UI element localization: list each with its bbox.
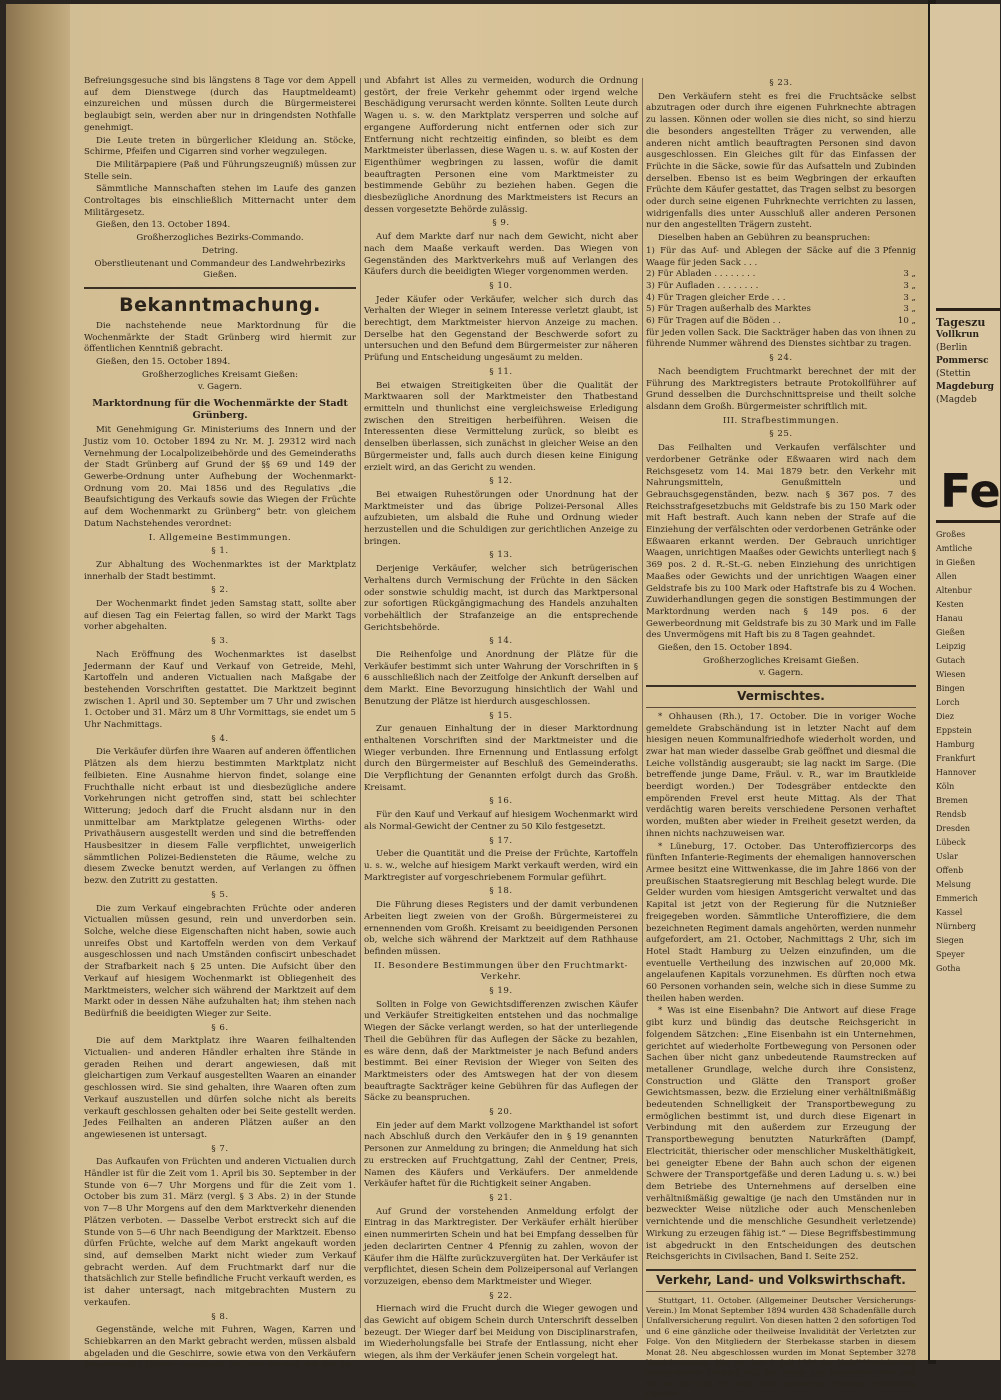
strip-list-item: Diez — [936, 712, 954, 721]
column-2 — [364, 76, 638, 1362]
paragraph-number: § 6. — [211, 1022, 229, 1033]
strip-list-item: Allen — [936, 572, 957, 581]
fee-label: 2) Für Abladen . . . . . . . . — [646, 269, 756, 280]
strip-list-item: Hamburg — [936, 740, 975, 749]
strip-list-item: Rendsb — [936, 810, 967, 819]
fee-row — [646, 281, 916, 293]
paragraph-number: § 24. — [769, 353, 793, 364]
strip-rule — [936, 308, 1000, 311]
section-title: I. Allgemeine Bestimmungen. — [148, 532, 292, 543]
paragraph-number: § 10. — [489, 280, 513, 291]
ordinance-title: Marktordnung für die Wochenmärkte der Stadt Grünberg. — [92, 398, 348, 422]
paragraph-text: Das Feilhalten und Verkaufen verfälschter und verdorbener Getränke oder Eßwaaren wird nach dem Reichsgesetz vom 14. Mai 1879 betr. den Verkehr mit Nahrungsmitteln, Genußmitteln und Gebrauchsgegenständen, bezw. nach § 367 pos. 7 des Reichsstrafgesetzbuchs mit Geldstrafe bis zu 150 Mark oder mit Haft bestraft. Auch kann neben der Strafe auf die Einziehung der verfälschten oder verdorbenen Getränke oder Eßwaaren erkannt werden. Der Gebrauch unrichtiger Waagen, unrichtigen Maaßes oder Gewichts unterliegt nach § 369 pos. 2 d. R.-St.-G. neben Einziehung des unrichtigen Maaßes oder Gewichts und der unrichtigen Waagen einer Geldstrafe bis zu 100 Mark oder Haftstrafe bis zu 4 Wochen. Zuwiderhandlungen gegen die sonstigen Bestimmungen der Marktordnung werden nach § 149 pos. 6 der Gewerbeordnung mit Geldstrafe bis zu 30 Mark und im Falle des Unvermögens mit Haft bis zu 8 Tagen geahndet. — [646, 443, 916, 641]
strip-rule — [936, 520, 1000, 523]
notice-text: Die nachstehende neue Marktordnung für die Wochenmärkte der Stadt Grünberg wird hiermit zur öffentlichen Kenntniß gebracht. — [84, 320, 356, 355]
notice-dateline: Gießen, den 15. October 1894. — [96, 357, 231, 368]
paragraph-number: § 9. — [492, 218, 510, 229]
strip-list-item: Frankfurt — [936, 754, 976, 763]
intro-signer: Detring. — [201, 245, 239, 256]
strip-list-item: Hanau — [936, 614, 963, 623]
fee-label: 1) Für das Auf- und Ablegen der Säcke auf die Waage für jeden Sack . . . — [646, 245, 871, 268]
strip-list-item: Gutach — [936, 656, 966, 665]
fees-intro: Dieselben haben an Gebühren zu beanspruchen: — [658, 233, 871, 244]
paragraph-number: § 16. — [489, 796, 513, 807]
strip-line: Magdeburg — [936, 382, 994, 392]
paragraph-number: § 8. — [211, 1311, 229, 1322]
paragraph-number: § 11. — [489, 366, 513, 377]
paragraph-text: Hiernach wird die Frucht durch die Wieger gewogen und das Gewicht auf obigem Schein durch Unterschrift desselben bezeugt. Der Wieger darf bei Meidung von Disciplinarstrafen, im Wiederholungsfalle bei Strafe der Entlassung, nicht eher wiegen, als ihm der Verkäufer jenen Schein vorgelegt hat. — [364, 1304, 638, 1362]
column-divider — [360, 78, 361, 1328]
paragraph-number: § 4. — [211, 733, 229, 744]
strip-list-item: Speyer — [936, 950, 965, 959]
paragraph-number: § 18. — [489, 886, 513, 897]
intro-dateline: Gießen, den 13. October 1894. — [96, 220, 231, 231]
fee-amount: 3 „ — [903, 304, 916, 315]
fee-label: 3) Für Aufladen . . . . . . . . — [646, 280, 759, 291]
strip-list-item: Gotha — [936, 964, 961, 973]
strip-list-item: Offenb — [936, 866, 964, 875]
strip-list-item: Lübeck — [936, 838, 966, 847]
paragraph-text: Sollten in Folge von Gewichtsdifferenzen zwischen Käufer und Verkäufer Streitigkeiten entstehen und das nochmalige Wiegen der Säcke verlangt werden, so hat der unterliegende Theil die Gebühren für das Auflegen der Säcke zu bezahlen, es wäre denn, daß der Marktmeister je nach Befund anders bestimmt. Bei einer Revision der Wieger von Seiten des Marktmeisters oder des Amtswegen hat der von diesem beauftragte Sackträger keine Gebühren für das Auflegen der Säcke zu beanspruchen. — [364, 999, 638, 1104]
paragraph-number: § 7. — [211, 1143, 229, 1154]
section-rule — [646, 1291, 916, 1292]
misc-item: * Ohhausen (Rh.), 17. October. Die in voriger Woche gemeldete Grabschändung ist in letzter Nacht auf dem hiesigen neuen Kommunalfriedhofe wiederholt worden, und zwar hat man wieder dasselbe Grab geöffnet und diesmal die Leiche vollständig ausgeraubt; sie lag nackt im Sarge. (Die betreffende junge Dame, Fräul. v. R., war im Brautkleide beerdigt worden.) Der Todesgräber entdeckte den empörenden Frevel erst heute Mittag. Als der That verdächtig waren bereits verschiedene Personen verhaftet worden, mußten aber wieder in Freiheit gesetzt werden, da ihnen nichts nachzuweisen war. — [646, 711, 916, 839]
column-divider — [642, 78, 643, 1328]
strip-list-item: Wiesen — [936, 670, 966, 679]
strip-big-text: Fe — [940, 464, 1001, 518]
intro-paragraph: Befreiungsgesuche sind bis längstens 8 Tage vor dem Appell auf dem Dienstwege (durch das Hauptmeldeamt) einzureichen und müssen durch die Bürgermeisterei beglaubigt sein, werden aber nur in dringendsten Nothfalle genehmigt. — [84, 76, 356, 133]
paragraph-number: § 2. — [211, 585, 229, 596]
fees-note: für jeden vollen Sack. Die Sackträger haben das von ihnen zu führende Nummer während des Dienstes sichtbar zu tragen. — [646, 327, 916, 350]
strip-line: (Magdeb — [936, 395, 977, 405]
paragraph-text: Die Verkäufer dürfen ihre Waaren auf anderen öffentlichen Plätzen als dem hierzu bestimmten Marktplatz nicht feilbieten. Eine Ausnahme hiervon findet, solange eine Fruchthalle nicht erbaut ist und diesbezügliche andere Vorkehrungen nicht getroffen sind, statt bei schlechter Witterung; jedoch darf die Frucht alsdann nur in den unmittelbar am Marktplatze gelegenen Wirths- oder Privathäusern ausgestellt werden und sind die betreffenden Hausbesitzer in diesem Falle verpflichtet, unweigerlich sämmtlichen Polizei-Bediensteten die Räume, welche zu diesem Zwecke benutzt werden, auf Verlangen zu öffnen bezw. den Zutritt zu gestatten. — [84, 747, 356, 887]
fee-amount: 3 „ — [903, 280, 916, 291]
strip-list-item: in Gießen — [936, 558, 976, 567]
fees-table — [646, 246, 916, 328]
newspaper-page — [6, 4, 930, 1399]
misc-title: Vermischtes. — [737, 689, 825, 704]
intro-paragraph: Die Leute treten in bürgerlicher Kleidung an. Stöcke, Schirme, Pfeifen und Cigarren sind vorher wegzulegen. — [84, 135, 356, 158]
notice-title: Bekanntmachung. — [119, 293, 321, 316]
binding-gutter — [6, 4, 70, 1360]
paragraph-text: Nach beendigtem Fruchtmarkt berechnet der mit der Führung des Marktregisters betraute Protokollführer auf Grund desselben die Durchschnittspreise und theilt solche alsdann dem Großh. Bürgermeister schriftlich mit. — [646, 366, 916, 412]
strip-list-item: Gießen — [936, 628, 965, 637]
paragraph-number: § 25. — [769, 429, 793, 440]
strip-list-item: Melsung — [936, 880, 972, 889]
strip-list-item: Bingen — [936, 684, 965, 693]
fee-amount: 3 „ — [903, 292, 916, 303]
strip-list-item: Dresden — [936, 824, 971, 833]
paragraph-text: Die Führung dieses Registers und der damit verbundenen Arbeiten liegt zweien von der Großh. Bürgermeisterei zu ernennenden vom Großh. Kreisamt zu beeidigenden Personen ob, welche sich während der Marktzeit auf dem Rathhause befinden müssen. — [364, 900, 638, 957]
paragraph-text: Derjenige Verkäufer, welcher sich betrügerischen Verhaltens durch Vermischung der Früchte in den Säcken oder sonstwie schuldig macht, ist durch das Marktpersonal zur sofortigen Rückgängigmachung des Handels anzuhalten vorbehältlich der Strafanzeige an die entsprechende Gerichtsbehörde. — [364, 564, 638, 633]
strip-list-item: Amtliche — [936, 544, 973, 553]
section-rule — [646, 685, 916, 687]
strip-list-item: Leipzig — [936, 642, 966, 651]
paragraph-number: § 13. — [489, 550, 513, 561]
strip-list-item: Lorch — [936, 698, 960, 707]
strip-small-list — [930, 527, 1000, 975]
paragraph-text: Ein jeder auf dem Markt vollzogene Markthandel ist sofort nach Abschluß durch den Verkäufer den in § 19 genannten Personen zur Anmeldung zu bringen; die Anmeldung hat sich zu erstrecken auf Fruchtgattung, Zahl der Centner, Preis, Namen des Käufers und Verkäufers. Der anmeldende Verkäufer haftet für die Richtigkeit seiner Angaben. — [364, 1120, 638, 1190]
paragraph-text: Auf dem Markte darf nur nach dem Gewicht, nicht aber nach dem Maaße verkauft werden. Das Wiegen von Gegenständen des Marktverkehrs muß auf Verlangen des Käufers durch die beeidigten Wieger vorgenommen werden. — [364, 232, 638, 278]
econ-text: Stuttgart, 11. October. (Allgemeiner Deutscher Versicherungs-Verein.) Im Monat September 1894 wurden 438 Schadenfälle durch Unfallversicherung regulirt. Von diesen hatten 2 den sofortigen Tod und 6 eine gänzliche oder theilweise Invalidität der Verletzten zur Folge. Von den Mitgliedern der Sterbekasse starben in diesem Monat 28. Neu abgeschlossen wurden im Monat September 3278 Versicherungen. Alle vor dem 1. Juli 1894 der Unfall-Versicherung angemeldeten Schäden incl. der Todes- und Invaliditäts-Fälle sind bis auf die von 89 noch nicht genesenen Personen vollständig regulirt. — [646, 1295, 916, 1399]
strip-list-item: Eppstein — [936, 726, 972, 735]
paragraph-number: § 1. — [211, 546, 229, 557]
notice-authority: Großherzogliches Kreisamt Gießen: — [141, 369, 299, 380]
econ-title: Verkehr, Land- und Volkswirthschaft. — [656, 1272, 906, 1287]
paragraph-number: § 17. — [489, 835, 513, 846]
misc-item: * Lüneburg, 17. October. Das Unteroffiziercorps des fünften Infanterie-Regiments der ehemaligen hannoverschen Armee besitzt eine Wittwenkasse, die im Jahre 1866 von der preußischen Staatsregierung mit Beschlag belegt wurde. Die Gelder wurden vom hiesigen Amtsgericht verwaltet und das Kapital ist jetzt von der Regierung für die Nutznießer freigegeben worden. Sämmtliche Unteroffiziere, die dem bezeichneten Regiment damals angehörten, werden nunmehr aufgefordert, am 21. October, Nachmittags 2 Uhr, sich im Hotel Stadt Hamburg zu Uelzen einzufinden, um die eventuelle Vertheilung des inzwischen auf 20,000 Mk. angelaufenen Kapitals vorzunehmen. Es dürften noch etwa 60 Personen vorhanden sein, welche sich in diese Summe zu theilen haben werden. — [646, 841, 916, 1004]
paragraph-text: Die Reihenfolge und Anordnung der Plätze für die Verkäufer bestimmt sich unter Wahrung der Vorschriften in § 6 ausschließlich nach der Zeitfolge der Ankunft derselben auf dem Markt. Eine Bevorzugung hinsichtlich der Wahl und Benutzung der Plätze ist hierdurch ausgeschlossen. — [364, 650, 638, 707]
strip-list-item: Köln — [936, 782, 955, 791]
paragraph-number: § 19. — [489, 986, 513, 997]
paragraph-number: § 23. — [769, 78, 793, 88]
strip-list-item: Kassel — [936, 908, 963, 917]
section-rule — [646, 1269, 916, 1271]
adjacent-page-strip — [930, 4, 1000, 1360]
dateline: Gießen, den 15. October 1894. — [658, 643, 793, 654]
authority: Großherzogliches Kreisamt Gießen. — [703, 655, 859, 666]
fee-label: 5) Für Tragen außerhalb des Marktes — [646, 304, 811, 315]
paragraph-text: Den Verkäufern steht es frei die Fruchtsäcke selbst abzutragen oder durch ihre eigenen Fuhrknechte abtragen zu lassen. Können oder wollen sie dies nicht, so sind hierzu die besonders angestellten Träger zu verwenden, alle anderen nicht amtlich beauftragten Personen sind davon ausgeschlossen. Ein Gleiches gilt für das Einfassen der Früchte in die Säcke, sowie für das Aufsatteln und Zubinden derselben. Ebenso ist es beim Wegbringen der erkauften Früchte dem Käufer gestattet, das Tragen selbst zu besorgen oder durch seine eigenen Fuhrknechte verrichten zu lassen, widrigenfalls dies unter Ausschluß aller anderen Personen nur den angestellten Trägern zusteht. — [646, 91, 916, 231]
paragraph-text: Das Aufkaufen von Früchten und anderen Victualien durch Händler ist für die Zeit vom 1. April bis 30. September in der Stunde von 6—7 Uhr Morgens und für die Zeit vom 1. October bis zum 31. März (vergl. § 3 Abs. 2) in der Stunde von 7—8 Uhr Morgens auf den dem Marktverkehr dienenden Plätzen verboten. — Dasselbe Verbot erstreckt sich auf die Stunde von 5—6 Uhr nach Beendigung der Marktzeit. Ebenso dürfen Früchte, welche auf dem Markt angekauft worden sind, auf demselben Markt nicht wieder zum Verkauf gebracht werden. Auf dem Fruchtmarkt darf nur die thatsächlich zur Stelle befindliche Frucht verkauft werden, es ist daher untersagt, nach mitgebrachten Mustern zu verkaufen. — [84, 1157, 356, 1308]
fee-label: 4) Für Tragen gleicher Erde . . . — [646, 292, 786, 303]
section-rule — [646, 707, 916, 708]
intro-signer-title: Oberstlieutenant und Commandeur des Landwehrbezirks Gießen. — [94, 258, 346, 281]
paragraph-text: Auf Grund der vorstehenden Anmeldung erfolgt der Eintrag in das Marktregister. Der Verkäufer erhält hierüber einen nummerirten Schein und hat bei Empfang desselben für jeden declarirten Centner 4 Pfennig zu zahlen, wovon der Käufer ihm die Hälfte zurückzuvergüten hat. Der Verkäufer ist verpflichtet, diesen Schein dem Polizeipersonal auf Verlangen vorzuzeigen, ebenso dem Marktmeister und Wieger. — [364, 1206, 638, 1287]
strip-list-item: Siegen — [936, 936, 964, 945]
paragraph-text: Jeder Käufer oder Verkäufer, welcher sich durch das Verhalten der Wieger in seinem Interesse verletzt glaubt, ist berechtigt, dem Marktmeister hiervon Anzeige zu machen. Derselbe hat den Gegenstand der Beschwerde sofort zu untersuchen und den Befund dem Bürgermeister zur näheren Prüfung und Entscheidung ungesäumt zu melden. — [364, 294, 638, 364]
strip-list-item: Kesten — [936, 600, 964, 609]
paragraph-text: Ueber die Quantität und die Preise der Früchte, Kartoffeln u. s. w., welche auf hiesigem Markt verkauft werden, wird ein Marktregister auf vorgeschriebenem Formular geführt. — [364, 849, 638, 883]
strip-list-item: Bremen — [936, 796, 968, 805]
paragraph-number: § 15. — [489, 710, 513, 721]
paragraph-text: Nach Eröffnung des Wochenmarktes ist daselbst Jedermann der Kauf und Verkauf von Getreide, Mehl, Kartoffeln und anderen Victualien nach Maßgabe der bestehenden Vorschriften gestattet. Die Marktzeit beginnt zwischen 1. April und 30. September um 7 Uhr und zwischen 1. October und 31. März um 8 Uhr Vormittags, sie endet um 5 Uhr Nachmittags. — [84, 649, 356, 731]
paragraph-number: § 3. — [211, 636, 229, 647]
paragraph-text: Zur Abhaltung des Wochenmarktes ist der Marktplatz innerhalb der Stadt bestimmt. — [84, 559, 356, 582]
paragraph-number: § 21. — [489, 1192, 513, 1203]
paragraph-text: Die zum Verkauf eingebrachten Früchte oder anderen Victualien müssen gesund, rein und unverdorben sein. Solche, welche diese Eigenschaften nicht haben, sowie auch unreifes Obst und Kartoffeln werden von dem Verkauf ausgeschlossen und nach Umständen confiscirt unbeschadet der Strafbarkeit nach § 25 unten. Die Aufsicht über den Verkauf auf hiesigem Wochenmarkt ist Obliegenheit des Marktmeisters, welcher sich während der Marktzeit auf dem Markt oder in dessen Nähe aufzuhalten hat; ihm stehen nach Bedürfniß die beeidigten Wieger zur Seite. — [84, 903, 356, 1019]
misc-item: * Was ist eine Eisenbahn? Die Antwort auf diese Frage gibt kurz und bündig das deutsche Reichsgericht in folgendem Sätzchen: „Eine Eisenbahn ist ein Unternehmen, gerichtet auf wiederholte Fortbewegung von Personen oder Sachen über nicht ganz unbedeutende Raumstrecken auf metallener Grundlage, welche durch ihre Consistenz, Construction und Glätte den Transport großer Gewichtsmassen, bezw. die Erzielung einer verhältnißmäßig bedeutenden Schnelligkeit der Transportbewegung zu ermöglichen bestimmt ist, und durch diese Eigenart in Verbindung mit den außerdem zur Erzeugung der Transportbewegung benutzten Naturkräften (Dampf, Electricität, thierischer oder menschlicher Muskelthätigkeit, bei geneigter Ebene der Bahn auch schon der eigenen Schwere der Transportgefäße und deren Ladung u. s. w.) bei dem Betriebe des Unternehmens auf derselben eine verhältnißmäßig gewaltige (je nach den Umständen nur in bezweckter Weise nützliche oder auch Menschenleben vernichtende und die menschliche Gesundheit verletzende) Wirkung zu erzeugen fähig ist.“ — Diese Begriffsbestimmung ist abgedruckt in den Entscheidungen des deutschen Reichsgerichts in Civilsachen, Band I. Seite 252. — [646, 1006, 916, 1263]
fee-row — [646, 269, 916, 281]
strip-list-item: Uslar — [936, 852, 958, 861]
column-1 — [84, 76, 356, 1371]
paragraph-text: Gegenstände, welche mit Fuhren, Wagen, Karren und Schiebkarren an den Markt gebracht werden, müssen alsbald abgeladen und die Geschirre, sowie etwa von den Verkäufern mitgebrachte Hunde ungesäumt entfernt werden. Bei der An- — [84, 1325, 356, 1371]
continued-text: und Abfahrt ist Alles zu vermeiden, wodurch die Ordnung gestört, der freie Verkehr gehemmt oder irgend welche Beschädigung verursacht werden könnte. Sollten Leute durch Wagen u. s. w. den Marktplatz versperren und solche auf ergangene Aufforderung nicht entfernen oder sich zur Entfernung nicht rechtzeitig einfinden, so bleibt es dem Marktmeister überlassen, diese Wagen u. s. w. auf Kosten der Eigenthümer wegbringen zu lassen, wofür die damit beauftragten Personen eine vom Marktmeister zu bestimmende Gebühr zu beziehen haben. Gegen die diesbezügliche Anordnung des Marktmeisters ist Recurs an dessen vorgesetzte Behörde zulässig. — [364, 76, 638, 215]
section-rule — [84, 287, 356, 289]
fee-label: 6) Für Tragen auf die Böden . . — [646, 316, 781, 327]
section-title: III. Strafbestimmungen. — [722, 415, 840, 426]
fee-amount: 3 Pfennig — [874, 245, 916, 256]
strip-line: Tageszu — [936, 316, 986, 329]
intro-paragraph: Sämmtliche Mannschaften stehen im Laufe des ganzen Controltages bis einschließlich Mitternacht unter dem Militärgesetz. — [84, 184, 356, 218]
fee-row — [646, 293, 916, 305]
strip-list-item: Emmerich — [936, 894, 978, 903]
strip-list-item: Nürnberg — [936, 922, 976, 931]
fee-row — [646, 316, 916, 328]
fee-amount: 3 „ — [903, 269, 916, 280]
strip-line: (Stettin — [936, 369, 971, 379]
section-title: II. Besondere Bestimmungen über den Fruchtmarkt-Verkehr. — [374, 960, 628, 983]
strip-list-item: Hannover — [936, 768, 976, 777]
intro-paragraph: Die Militärpapiere (Paß und Führungszeugniß) müssen zur Stelle sein. — [84, 159, 356, 182]
strip-list-item: Großes — [936, 530, 966, 539]
fee-row — [646, 246, 916, 269]
notice-signer: v. Gagern. — [197, 382, 243, 393]
paragraph-number: § 5. — [211, 889, 229, 900]
paragraph-text: Zur genauen Einhaltung der in dieser Marktordnung enthaltenen Vorschriften sind der Marktmeister und die Wieger verbunden. Ihre Ernennung und Entlassung erfolgt durch den Bürgermeister auf Beschluß des Gemeinderaths. Die Verpflichtung der Genannten erfolgt durch das Großh. Kreisamt. — [364, 724, 638, 793]
paragraph-text: Für den Kauf und Verkauf auf hiesigem Wochenmarkt wird als Normal-Gewicht der Centner zu 50 Kilo festgesetzt. — [364, 810, 638, 832]
strip-line: Vollkrun — [936, 330, 980, 340]
paragraph-text: Der Wochenmarkt findet jeden Samstag statt, sollte aber auf diesen Tag ein Feiertag fallen, so wird der Markt Tags vorher abgehalten. — [84, 599, 356, 633]
strip-line: (Berlin — [936, 343, 968, 353]
paragraph-number: § 22. — [489, 1290, 513, 1301]
strip-line: Pommersc — [936, 356, 989, 366]
paragraph-text: Die auf dem Marktplatz ihre Waaren feilhaltenden Victualien- und anderen Händler erhalten ihre Stände in geraden Reihen und derart angewiesen, daß mit gleichartigen zum Verkauf ausgestellten Waaren an einander geschlossen wird. Sie sind gehalten, ihre Waaren often zum Verkauf auszustellen und dürfen solche nicht als bereits verkauft geschlossen gehalten oder bei Seite gestellt werden. Jedes Feilhalten an anderen Plätzen außer an den angewiesenen ist untersagt. — [84, 1036, 356, 1140]
paragraph-text: Bei etwaigen Streitigkeiten über die Qualität der Marktwaaren soll der Marktmeister den Thatbestand ermitteln und thunlichst eine vergleichsweise Erledigung zwischen den Streitigen herbeiführen. Weisen die Interessenten diese Vermittelung zurück, so bleibt es denselben überlassen, sich zunächst in gleicher Weise an den Bürgermeister und, falls auch durch diesen keine Einigung erzielt wird, an das Gericht zu wenden. — [364, 380, 638, 473]
signer: v. Gagern. — [758, 668, 804, 679]
fee-row — [646, 304, 916, 316]
paragraph-number: § 12. — [489, 476, 513, 487]
paragraph-number: § 20. — [489, 1107, 513, 1118]
intro-authority: Großherzogliches Bezirks-Commando. — [136, 233, 304, 244]
column-3 — [646, 76, 916, 1399]
ordinance-preamble: Mit Genehmigung Gr. Ministeriums des Innern und der Justiz vom 10. October 1894 zu Nr. M. J. 29312 wird nach Vernehmung der Localpolizeibehörde und des Gemeinderaths der Stadt Grünberg auf Grund der §§ 69 und 149 der Gewerbe-Ordnung unter Aufhebung der Wochenmarkt-Ordnung vom 20. Mai 1856 und des Regulativs „die Beaufsichtigung des Verkaufs sowie das Wiegen der Früchte auf dem Wochenmarkt zu Grünberg“ betr. von gleichem Datum Nachstehendes verordnet: — [84, 425, 356, 529]
paragraph-number: § 14. — [489, 636, 513, 647]
fee-amount: 10 „ — [897, 316, 916, 327]
paragraph-text: Bei etwaigen Ruhestörungen oder Unordnung hat der Marktmeister und das übrige Polizei-Personal Alles aufzubieten, um alsbald die Ruhe und Ordnung wieder herzustellen und die Schuldigen zur gerichtlichen Anzeige zu bringen. — [364, 489, 638, 547]
strip-list-item: Altenbur — [936, 586, 972, 595]
